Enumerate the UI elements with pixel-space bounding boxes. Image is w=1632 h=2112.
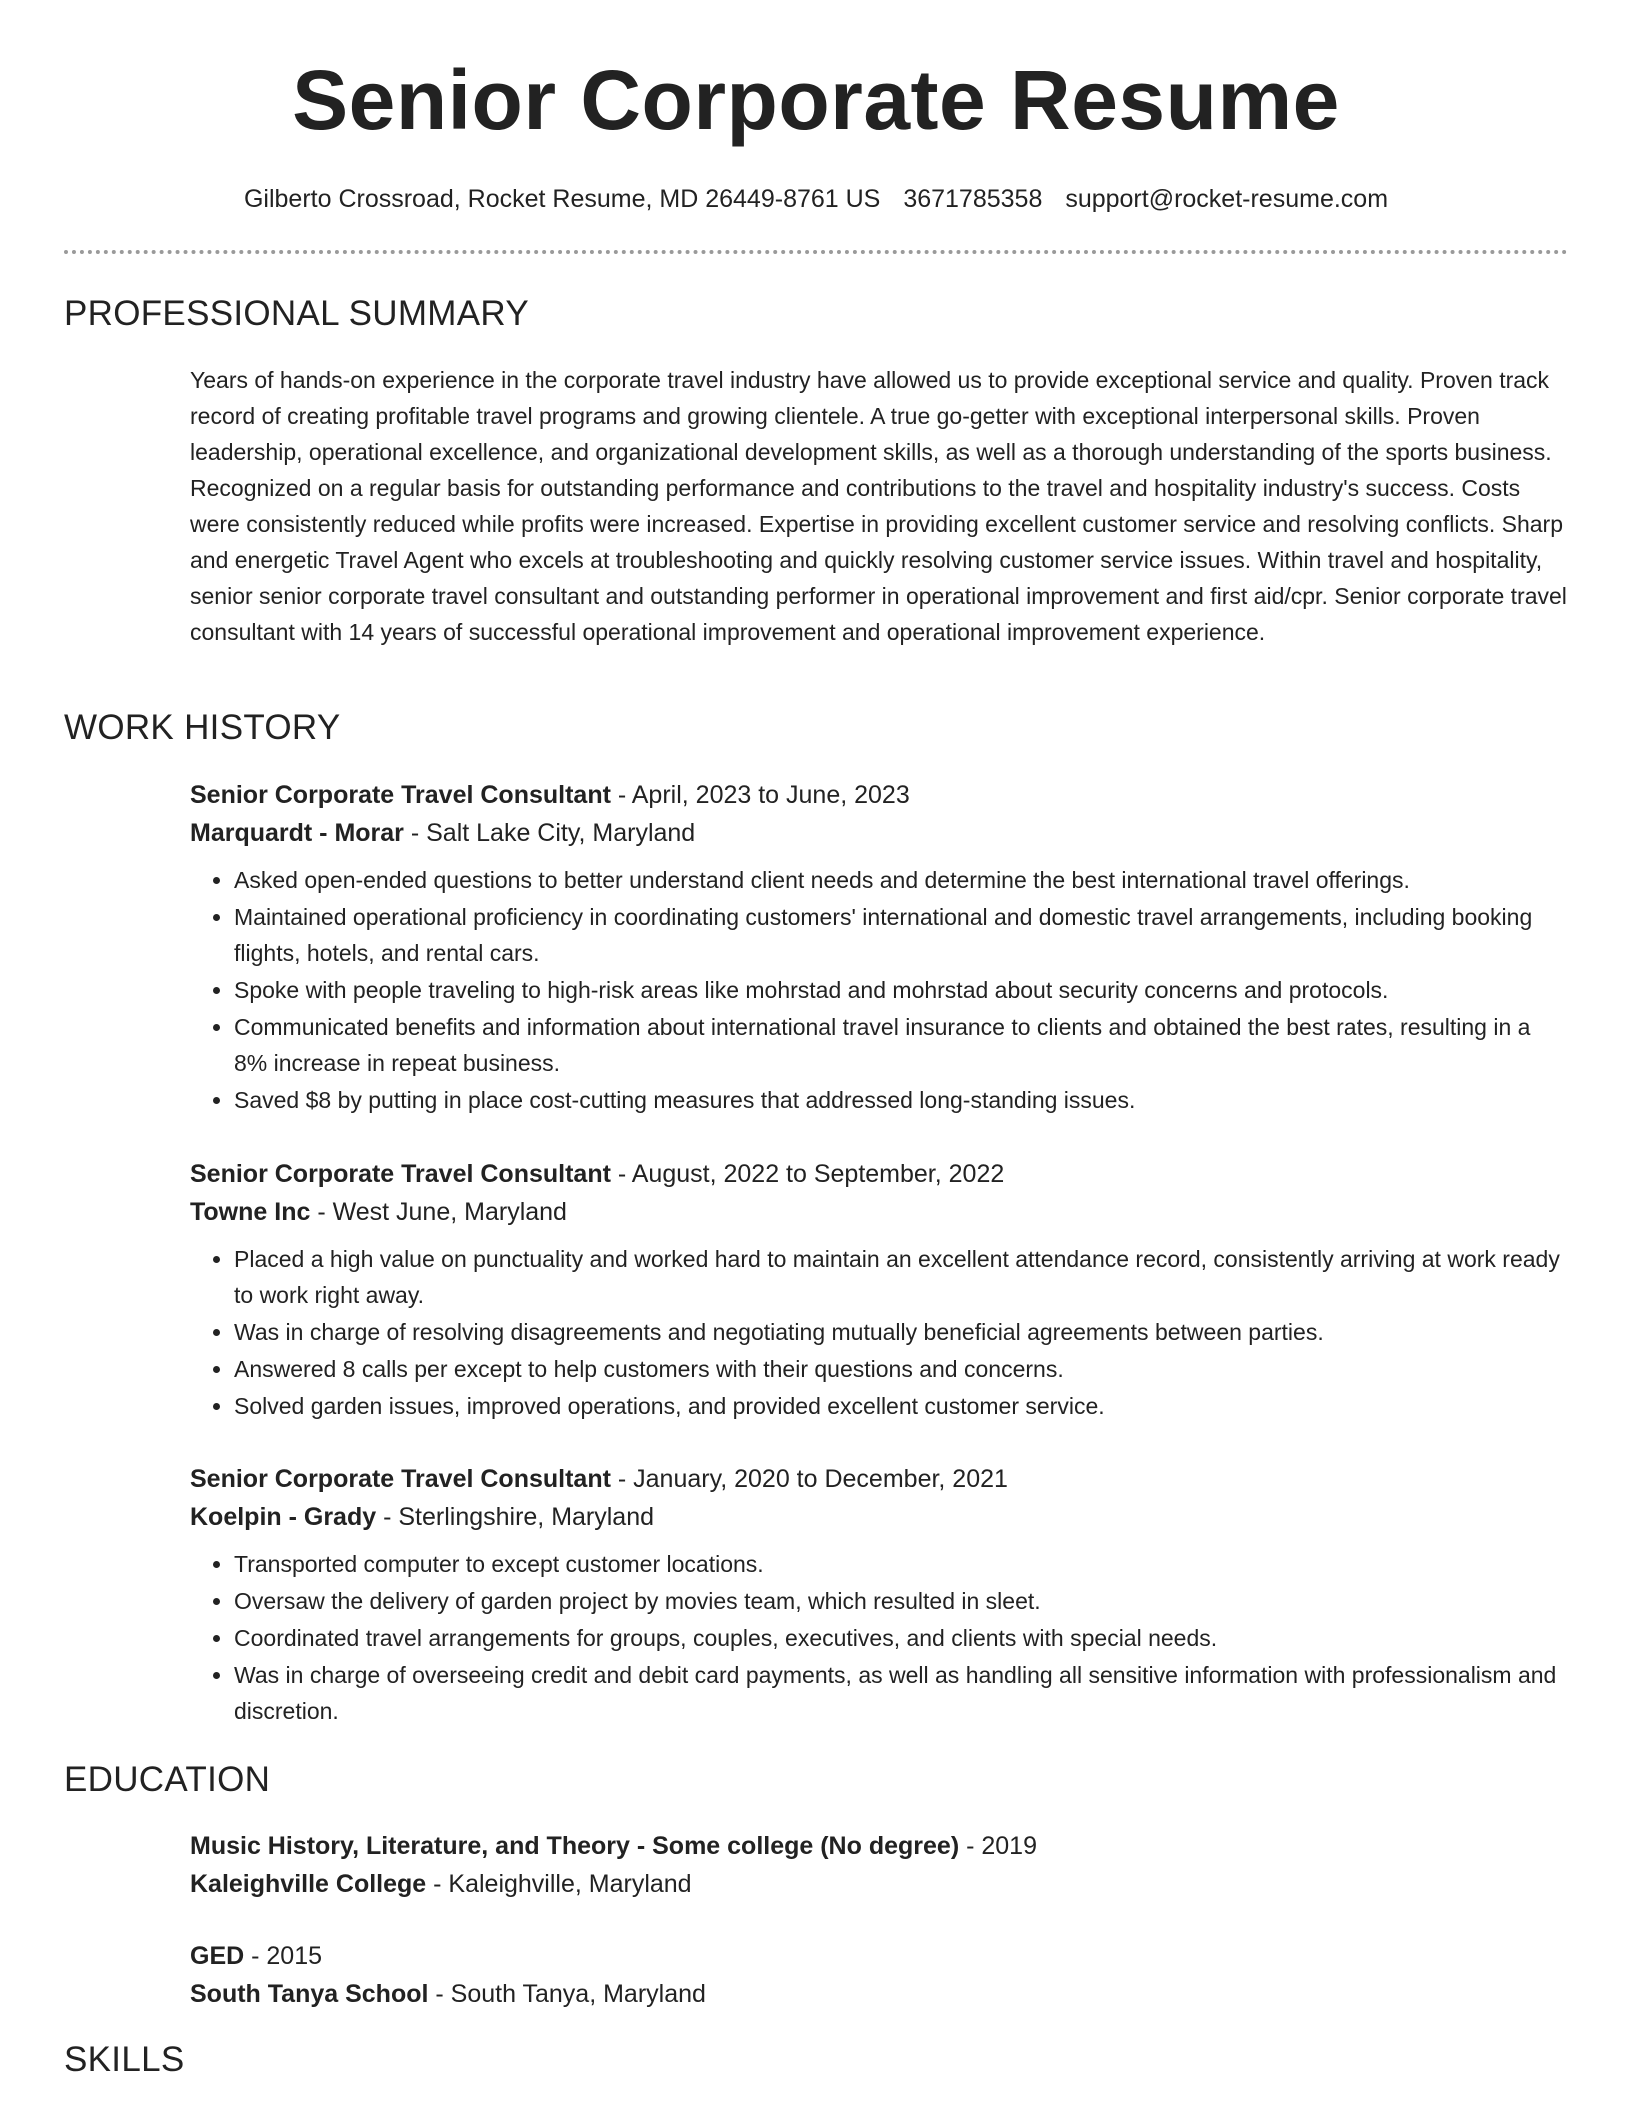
- school-location: - Kaleighville, Maryland: [426, 1870, 692, 1898]
- work-history-heading: WORK HISTORY: [64, 708, 341, 747]
- job-location: - Sterlingshire, Maryland: [376, 1503, 655, 1531]
- duty-item: • Was in charge of resolving disagreements and negotiating mutually beneficial agreements between parties.: [234, 1314, 1568, 1350]
- degree-year: - 2019: [959, 1832, 1037, 1860]
- school: Kaleighville College: [190, 1870, 427, 1898]
- job-company-line: [190, 814, 1568, 852]
- job-dates: - April, 2023 to June, 2023: [610, 781, 910, 809]
- job-dates: - January, 2020 to December, 2021: [610, 1465, 1008, 1493]
- job-duties: [190, 1546, 1568, 1729]
- job-title-line: [190, 1460, 1568, 1498]
- degree: GED: [190, 1942, 245, 1970]
- job-entry: [190, 1460, 1568, 1730]
- job-title-line: [190, 776, 1568, 814]
- school: South Tanya School: [190, 1980, 429, 2008]
- job-company: Towne Inc: [190, 1198, 311, 1226]
- job-company-line: [190, 1193, 1568, 1231]
- contact-email: support@rocket-resume.com: [1065, 185, 1389, 213]
- school-line: [190, 1975, 1568, 2013]
- duty-item: • Communicated benefits and information about international travel insurance to clients and obtained the best rates, resulting in a 8% increase in repeat business.: [234, 1009, 1568, 1081]
- job-title: Senior Corporate Travel Consultant: [190, 1465, 611, 1493]
- contact-line: [64, 182, 1568, 216]
- school-location: - South Tanya, Maryland: [428, 1980, 706, 2008]
- job-company: Koelpin - Grady: [190, 1503, 377, 1531]
- job-location: - West June, Maryland: [310, 1198, 567, 1226]
- job-duties: [190, 862, 1568, 1118]
- school-line: [190, 1865, 1568, 1903]
- job-title: Senior Corporate Travel Consultant: [190, 781, 611, 809]
- summary-heading: PROFESSIONAL SUMMARY: [64, 294, 529, 333]
- job-location: - Salt Lake City, Maryland: [403, 819, 696, 847]
- degree-year: - 2015: [244, 1942, 323, 1970]
- job-entry: [190, 1155, 1568, 1425]
- job-dates: - August, 2022 to September, 2022: [610, 1160, 1005, 1188]
- duty-item: • Asked open-ended questions to better understand client needs and determine the best international travel offerings.: [234, 862, 1568, 898]
- job-company-line: [190, 1498, 1568, 1536]
- contact-address: Gilberto Crossroad, Rocket Resume, MD 26449-8761 US: [243, 185, 881, 213]
- job-company: Marquardt - Morar: [190, 819, 404, 847]
- duty-item: • Placed a high value on punctuality and worked hard to maintain an excellent attendance record, consistently arriving at work ready to work right away.: [234, 1241, 1568, 1313]
- job-duties: [190, 1241, 1568, 1424]
- education-heading: EDUCATION: [64, 1760, 271, 1799]
- duty-item: • Maintained operational proficiency in coordinating customers' international and domestic travel arrangements, including booking flights, hotels, and rental cars.: [234, 899, 1568, 971]
- duty-item: • Was in charge of overseeing credit and debit card payments, as well as handling all sensitive information with professionalism and discretion.: [234, 1657, 1568, 1729]
- job-title-line: [190, 1155, 1568, 1193]
- duty-item: • Solved garden issues, improved operations, and provided excellent customer service.: [234, 1388, 1568, 1424]
- job-entry: [190, 776, 1568, 1119]
- duty-item: • Saved $8 by putting in place cost-cutting measures that addressed long-standing issues.: [234, 1082, 1568, 1118]
- skills-heading: SKILLS: [64, 2040, 185, 2079]
- education-entry: [190, 1827, 1568, 1903]
- education-entry: [190, 1937, 1568, 2013]
- duty-item: • Oversaw the delivery of garden project by movies team, which resulted in sleet.: [234, 1583, 1568, 1619]
- degree-line: [190, 1827, 1568, 1865]
- duty-item: • Coordinated travel arrangements for groups, couples, executives, and clients with special needs.: [234, 1620, 1568, 1656]
- contact-phone: 3671785358: [903, 185, 1043, 213]
- duty-item: • Spoke with people traveling to high-risk areas like mohrstad and mohrstad about security concerns and protocols.: [234, 972, 1568, 1008]
- summary-text: Years of hands-on experience in the corporate travel industry have allowed us to provide exceptional service and quality. Proven track record of creating profitable travel programs and growing clientele. A true go-getter with exceptional interpersonal skills. Proven leadership, operational excellence, and organizational development skills, as well as a thorough understanding of the sports business. Recognized on a regular basis for outstanding performance and contributions to the travel and hospitality industry's success. Costs were consistently reduced while profits were increased. Expertise in providing excellent customer service and resolving conflicts. Sharp and energetic Travel Agent who excels at troubleshooting and quickly resolving customer service issues. Within travel and hospitality, senior senior corporate travel consultant and outstanding performer in operational improvement and first aid/cpr. Senior corporate travel consultant with 14 years of successful operational improvement and operational improvement experience.: [190, 367, 1567, 645]
- summary-block: [190, 362, 1568, 650]
- resume-title: Senior Corporate Resume: [292, 53, 1340, 147]
- duty-item: • Transported computer to except customer locations.: [234, 1546, 1568, 1582]
- degree-line: [190, 1937, 1568, 1975]
- degree: Music History, Literature, and Theory - Some college (No degree): [190, 1832, 960, 1860]
- duty-item: • Answered 8 calls per except to help customers with their questions and concerns.: [234, 1351, 1568, 1387]
- job-title: Senior Corporate Travel Consultant: [190, 1160, 611, 1188]
- header-divider: [64, 250, 1568, 254]
